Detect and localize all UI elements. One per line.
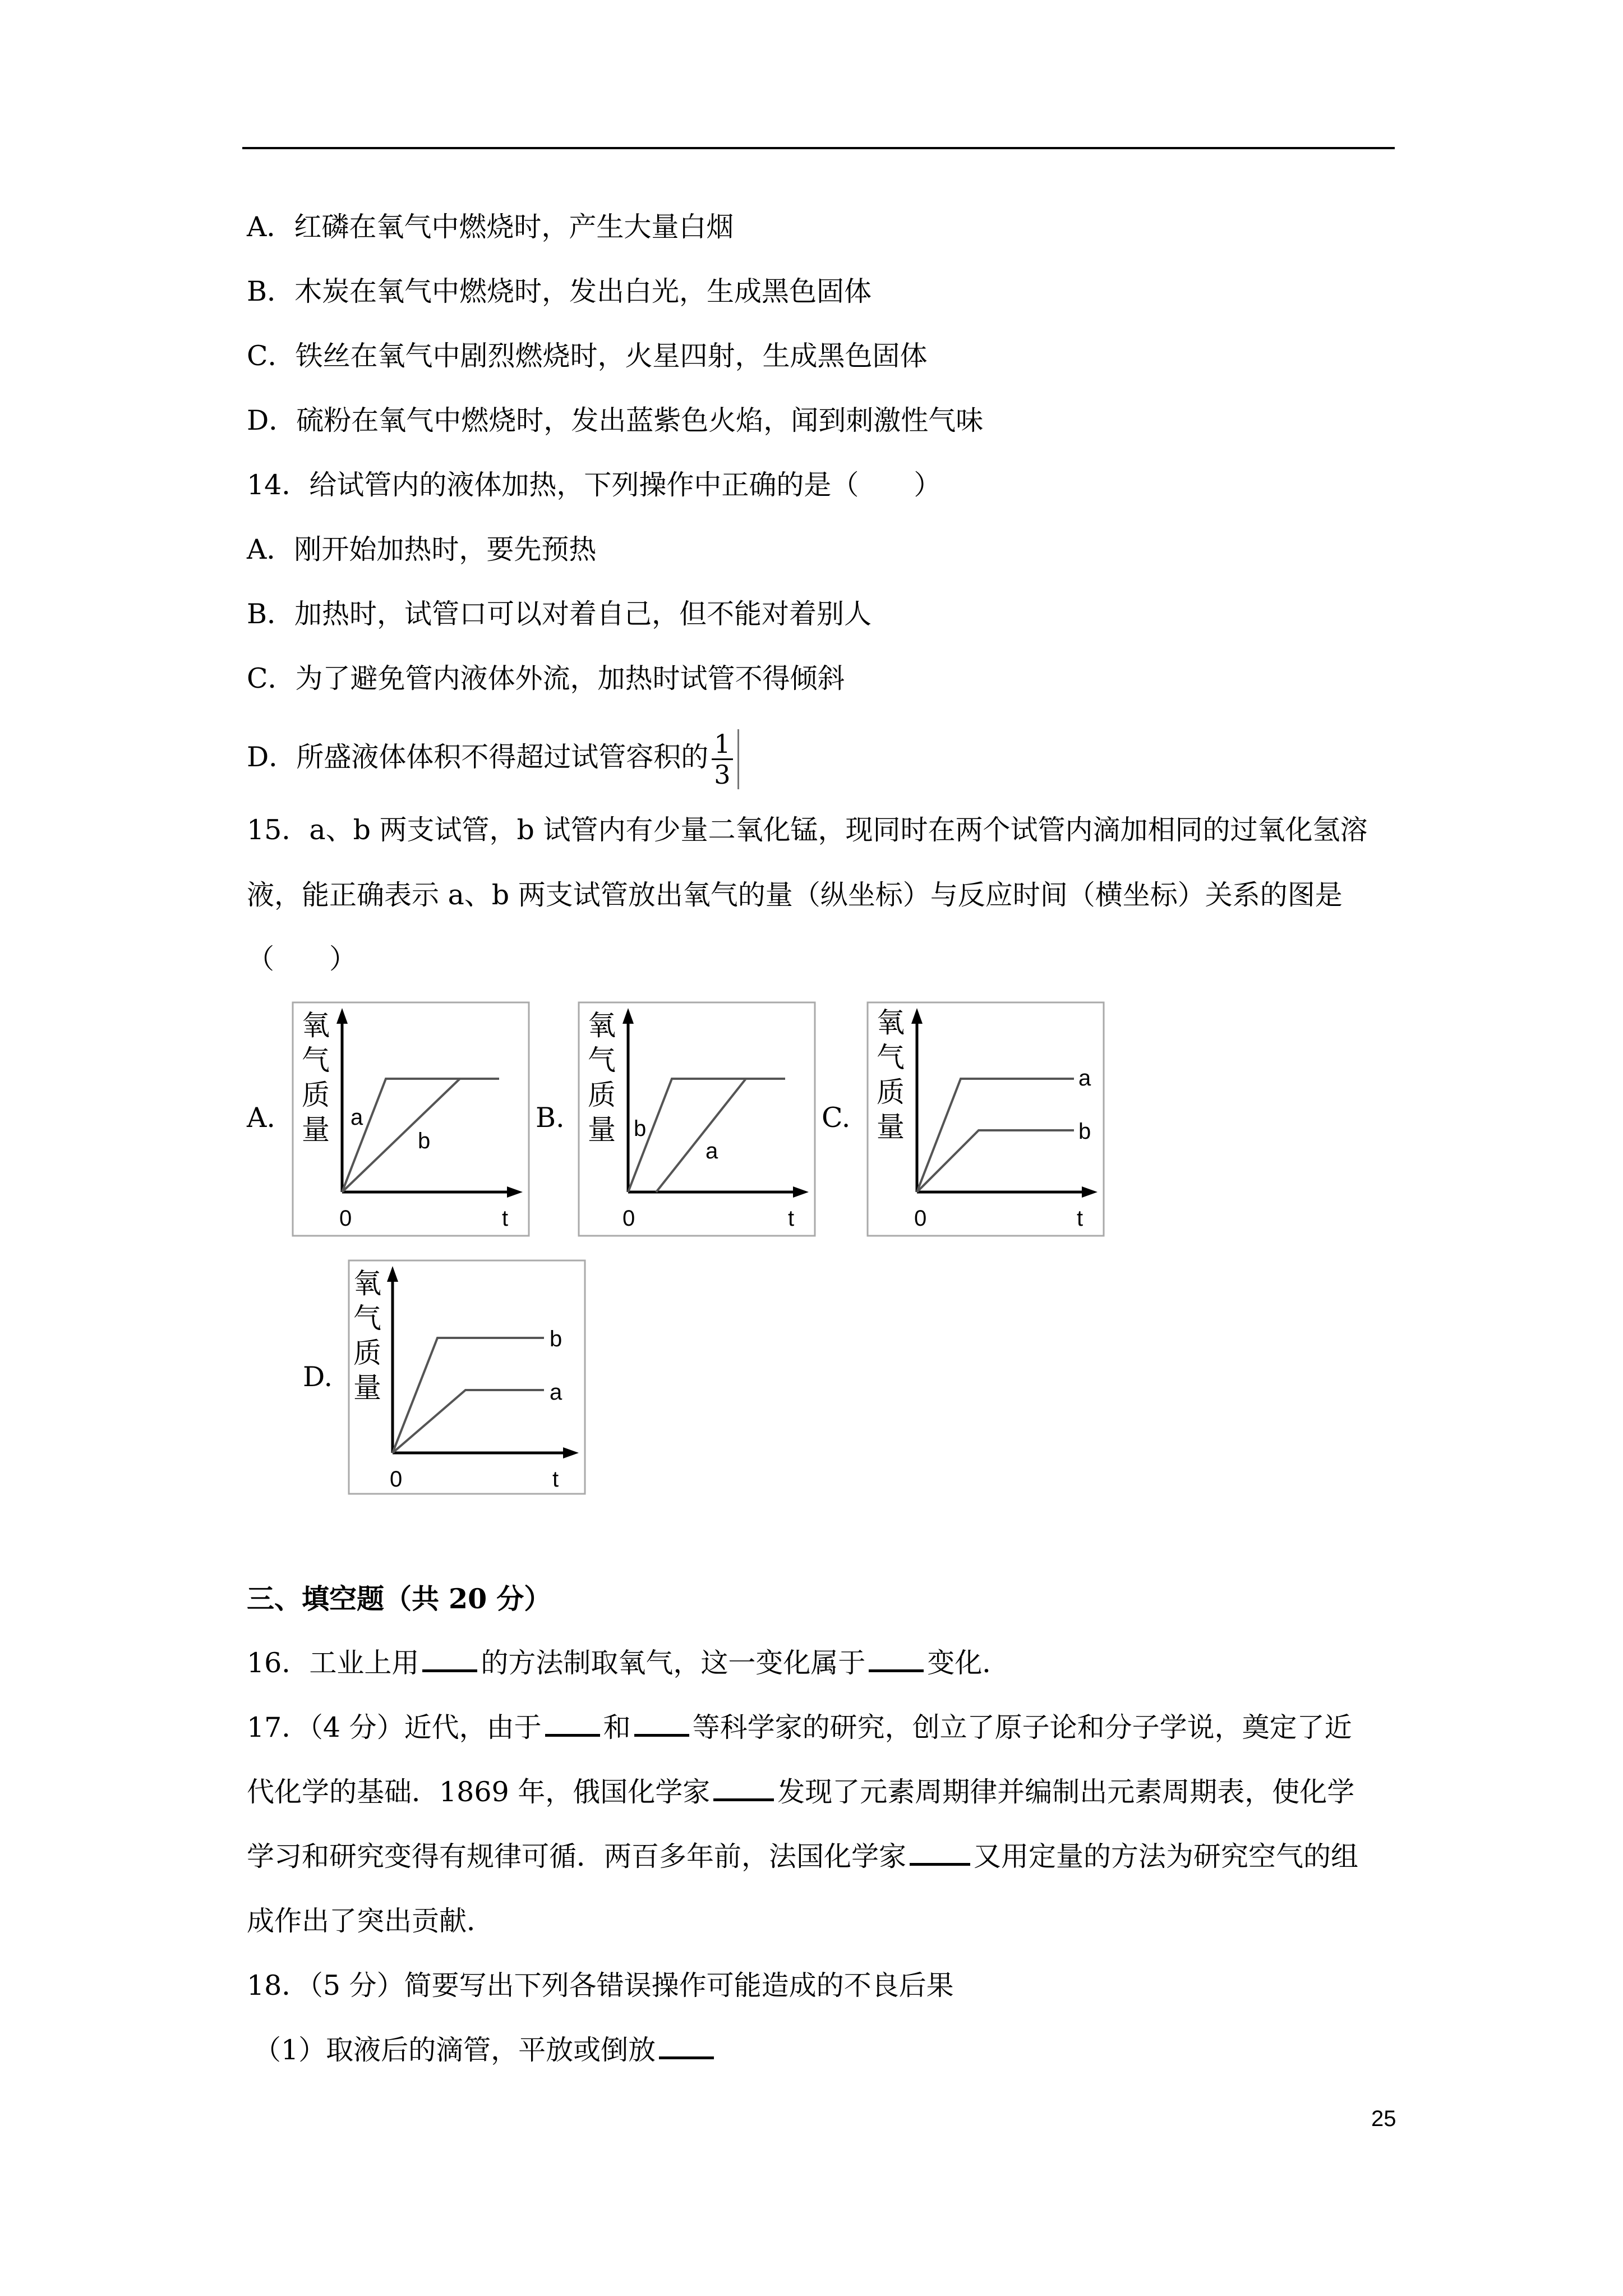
- question-17-line2: [247, 1775, 1354, 1809]
- graph-c-xlabel: t: [1077, 1206, 1083, 1231]
- graph-b-ylabel-3: 质: [588, 1079, 616, 1111]
- graph-d-label: D.: [303, 1361, 333, 1393]
- graph-b-curve-b: [628, 1079, 785, 1192]
- question-18-item1: [253, 2033, 717, 2067]
- graph-d-y-arrow: [387, 1266, 398, 1282]
- header-rule: [242, 147, 1395, 149]
- question-16-part3: 变化．: [927, 1647, 1010, 1679]
- question-17-part1: 17．（4 分）近代，由于: [247, 1711, 542, 1743]
- fraction-numerator: 1: [712, 729, 732, 760]
- answer-blank[interactable]: [910, 1863, 970, 1866]
- question-15-line2: 液，能正确表示 a、b 两支试管放出氧气的量（纵坐标）与反应时间（横坐标）关系的图是: [247, 879, 1343, 911]
- graph-c-curve-label-1: a: [1078, 1066, 1091, 1091]
- graph-b-ylabel-4: 量: [588, 1114, 616, 1146]
- graph-d-ylabel-1: 氧: [353, 1267, 381, 1300]
- question-17-part4: 代化学的基础．1869 年，俄国化学家: [247, 1776, 711, 1808]
- graph-d-ylabel-3: 质: [353, 1337, 381, 1369]
- question-17-line3: [247, 1840, 1358, 1874]
- question-17-part3: 等科学家的研究，创立了原子论和分子学说，奠定了近: [692, 1711, 1352, 1743]
- option-14b: B．加热时，试管口可以对着自己，但不能对着别人: [247, 598, 872, 630]
- graph-c-ylabel-3: 质: [877, 1076, 905, 1108]
- graph-a-ylabel-3: 质: [302, 1079, 330, 1111]
- answer-blank[interactable]: [634, 1734, 689, 1737]
- answer-blank[interactable]: [422, 1669, 477, 1672]
- question-17-line4: 成作出了突出贡献．: [247, 1905, 495, 1937]
- graph-a-x-arrow: [507, 1186, 523, 1198]
- option-13c: C．铁丝在氧气中剧烈燃烧时，火星四射，生成黑色固体: [247, 340, 928, 372]
- question-14: 14．给试管内的液体加热，下列操作中正确的是（ ）: [247, 469, 942, 501]
- question-15-line1: 15．a、b 两支试管，b 试管内有少量二氧化锰，现同时在两个试管内滴加相同的过氧化氢溶: [247, 814, 1368, 846]
- graph-b-curve-label-2: a: [706, 1139, 718, 1163]
- graph-b: [578, 1001, 816, 1237]
- graph-d-frame: [349, 1260, 585, 1494]
- graph-a-curve-label-1: a: [351, 1105, 363, 1130]
- graph-b-label: B.: [536, 1102, 565, 1134]
- answer-blank[interactable]: [713, 1798, 774, 1801]
- graph-c-ylabel-1: 氧: [877, 1006, 905, 1039]
- graph-b-ylabel-2: 气: [588, 1044, 616, 1076]
- graph-d-ylabel-2: 气: [353, 1302, 381, 1335]
- fraction-one-third: [712, 729, 739, 789]
- graph-b-xlabel: t: [788, 1206, 795, 1231]
- section-3-heading: 三、填空题（共 20 分）: [247, 1582, 552, 1615]
- graph-d-x-arrow: [563, 1447, 579, 1458]
- question-18-item1-text: （1）取液后的滴管，平放或倒放: [253, 2034, 656, 2066]
- graph-d-curve-label-2: a: [550, 1380, 562, 1405]
- graph-a-curve-label-2: b: [418, 1129, 431, 1153]
- option-13b: B．木炭在氧气中燃烧时，发出白光，生成黑色固体: [247, 275, 872, 307]
- graph-a-ylabel-2: 气: [302, 1044, 330, 1076]
- option-14d-text: D．所盛液体体积不得超过试管容积的: [247, 741, 709, 773]
- graph-c-origin: 0: [914, 1206, 927, 1231]
- answer-blank[interactable]: [659, 2056, 714, 2059]
- graph-a-origin: 0: [339, 1206, 352, 1231]
- graph-a-xlabel: t: [502, 1206, 509, 1231]
- option-13a: A．红磷在氧气中燃烧时，产生大量白烟: [247, 211, 734, 243]
- graph-a-label: A.: [247, 1102, 275, 1134]
- answer-blank[interactable]: [545, 1734, 600, 1737]
- question-17-part5: 发现了元素周期律并编制出元素周期表，使化学: [777, 1776, 1355, 1808]
- graph-a-ylabel-1: 氧: [302, 1009, 330, 1042]
- option-14c: C．为了避免管内液体外流，加热时试管不得倾斜: [247, 662, 845, 694]
- graph-c-curve-a: [917, 1079, 1074, 1192]
- question-16: [247, 1646, 1009, 1680]
- question-17-line1: [247, 1711, 1352, 1745]
- option-13d: D．硫粉在氧气中燃烧时，发出蓝紫色火焰，闻到刺激性气味: [247, 404, 984, 436]
- graph-c: [866, 1001, 1105, 1237]
- graph-b-x-arrow: [793, 1186, 809, 1198]
- question-16-part2: 的方法制取氧气，这一变化属于: [481, 1647, 866, 1679]
- graph-b-origin: 0: [623, 1206, 635, 1231]
- graph-d-xlabel: t: [552, 1467, 559, 1492]
- answer-blank[interactable]: [869, 1669, 924, 1672]
- graph-d-ylabel-4: 量: [353, 1372, 381, 1404]
- question-17-part2: 和: [603, 1711, 631, 1743]
- question-18: 18．（5 分）简要写出下列各错误操作可能造成的不良后果: [247, 1970, 954, 2001]
- graph-c-curve-label-2: b: [1078, 1119, 1091, 1144]
- graph-d-curve-a: [393, 1390, 544, 1453]
- graph-a-curve-b: [342, 1079, 460, 1192]
- graph-a: [292, 1001, 530, 1237]
- graph-d-curve-label-1: b: [550, 1327, 562, 1351]
- question-17-part7: 又用定量的方法为研究空气的组: [974, 1841, 1359, 1872]
- graph-b-y-arrow: [623, 1008, 634, 1024]
- graph-a-ylabel-4: 量: [302, 1114, 330, 1146]
- fraction-denominator: 3: [714, 760, 731, 790]
- graph-b-curve-label-1: b: [634, 1116, 647, 1141]
- graph-c-y-arrow: [911, 1008, 923, 1024]
- graph-d: [348, 1259, 586, 1495]
- graph-a-y-arrow: [336, 1008, 348, 1024]
- graph-c-label: C.: [822, 1102, 851, 1134]
- graph-d-origin: 0: [390, 1467, 403, 1492]
- option-14a: A．刚开始加热时，要先预热: [247, 533, 597, 565]
- graph-b-curve-a: [656, 1079, 746, 1192]
- graph-c-curve-b: [917, 1130, 1074, 1192]
- question-15-line3: （ ）: [247, 943, 357, 975]
- graph-c-ylabel-4: 量: [877, 1111, 905, 1143]
- graph-b-ylabel-1: 氧: [588, 1009, 616, 1042]
- graph-d-curve-b: [393, 1338, 544, 1453]
- question-17-part6: 学习和研究变得有规律可循．两百多年前，法国化学家: [247, 1841, 907, 1872]
- option-14d: [247, 729, 739, 789]
- graph-c-ylabel-2: 气: [877, 1041, 905, 1074]
- question-16-part1: 16．工业上用: [247, 1647, 419, 1679]
- graph-c-x-arrow: [1082, 1186, 1098, 1198]
- page-number: 25: [1371, 2106, 1396, 2131]
